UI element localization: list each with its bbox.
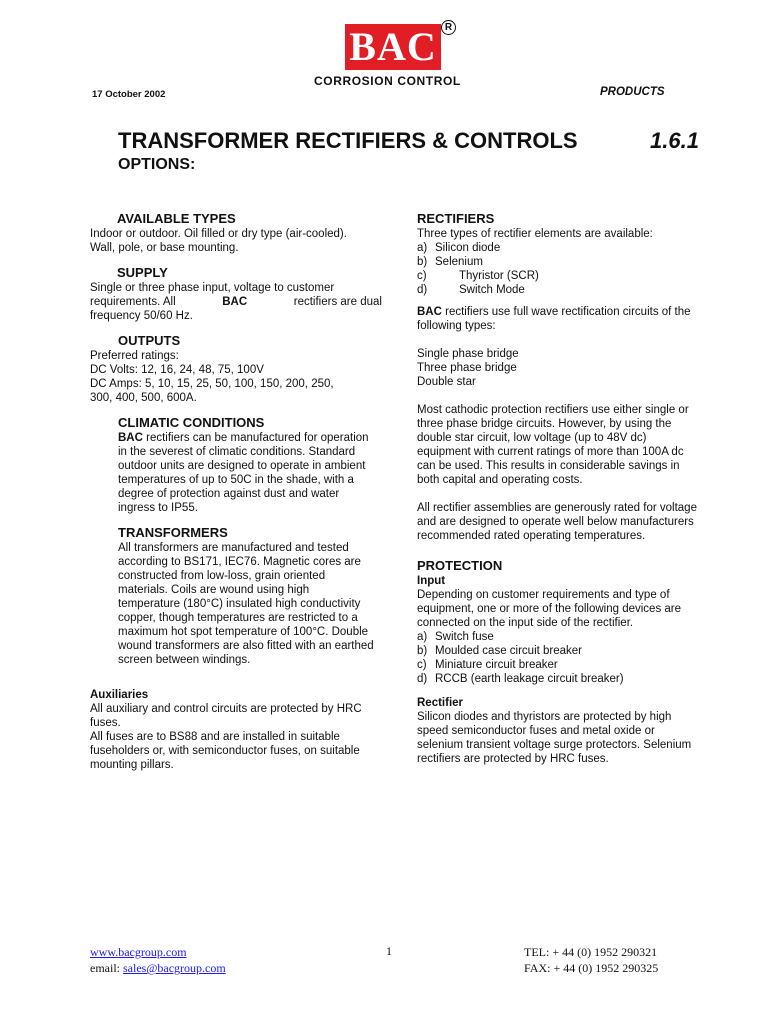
list-key: b) xyxy=(417,645,428,657)
auxiliaries-line: fuseholders or, with semiconductor fuses, on suitable xyxy=(90,745,360,757)
transformers-line: wound transformers are also fitted with an earthed xyxy=(118,640,374,652)
rectifiers-paragraph xyxy=(417,403,712,487)
paragraph-line: All rectifier assemblies are generously rated for voltage xyxy=(417,502,697,514)
paragraph-line: recommended rated operating temperatures. xyxy=(417,530,646,542)
climatic-line: ingress to IP55. xyxy=(118,502,198,514)
rectifier-line: rectifiers are protected by HRC fuses. xyxy=(417,753,609,765)
supply-line: Single or three phase input, voltage to customer xyxy=(90,282,335,294)
transformers-heading: TRANSFORMERS xyxy=(118,525,228,540)
list-key: c) xyxy=(417,659,427,671)
page-subtitle: OPTIONS: xyxy=(118,156,196,173)
climatic-line: degree of protection against dust and water xyxy=(118,488,340,500)
outputs-line: 300, 400, 500, 600A. xyxy=(90,392,197,404)
list-item xyxy=(417,630,712,644)
list-key: b) xyxy=(417,256,428,268)
auxiliaries-line: fuses. xyxy=(90,717,121,729)
climatic-heading: CLIMATIC CONDITIONS xyxy=(118,415,265,430)
protection-heading: PROTECTION xyxy=(417,558,503,573)
climatic-line xyxy=(118,431,382,445)
paragraph-line: Most cathodic protection rectifiers use either single or xyxy=(417,404,689,416)
supply-heading: SUPPLY xyxy=(117,265,168,280)
list-text: Switch Mode xyxy=(459,284,525,296)
list-item xyxy=(417,269,712,283)
supply-line xyxy=(90,295,382,309)
supply-text: rectifiers are dual xyxy=(293,296,382,308)
climatic-line: temperatures of up to 50C in the shade, with a xyxy=(118,474,354,486)
list-item xyxy=(417,672,712,686)
list-item xyxy=(417,644,712,658)
section-label: PRODUCTS xyxy=(600,86,665,98)
logo-tagline: CORROSION CONTROL xyxy=(314,74,461,88)
transformers-line: materials. Coils are wound using high xyxy=(118,584,310,596)
paragraph-line: can be used. This results in considerable savings in xyxy=(417,460,680,472)
bac-logo: BAC xyxy=(345,24,441,70)
list-key: a) xyxy=(417,242,428,254)
footer-right xyxy=(524,944,658,976)
transformers-line: All transformers are manufactured and tested xyxy=(118,542,349,554)
website-link[interactable]: www.bacgroup.com xyxy=(90,945,187,959)
rectifiers-paragraph xyxy=(417,501,712,543)
climatic-line: in the severest of climatic conditions. Standard xyxy=(118,446,356,458)
list-text: Selenium xyxy=(435,256,483,268)
footer-left xyxy=(90,944,226,976)
document-date: 17 October 2002 xyxy=(92,89,166,100)
list-item xyxy=(417,241,712,255)
fax: FAX: + 44 (0) 1952 290325 xyxy=(524,961,659,975)
bac-brand: BAC xyxy=(417,306,442,318)
available-types-heading: AVAILABLE TYPES xyxy=(117,211,236,226)
available-types-line: Wall, pole, or base mounting. xyxy=(90,242,239,254)
input-subheading: Input xyxy=(417,575,446,587)
telephone: TEL: + 44 (0) 1952 290321 xyxy=(524,945,658,959)
transformers-line: constructed from low-loss, grain oriented xyxy=(118,570,326,582)
list-item xyxy=(417,658,712,672)
auxiliaries-line: mounting pillars. xyxy=(90,759,174,771)
paragraph-line: equipment with current ratings of more than 100A dc xyxy=(417,446,684,458)
list-item xyxy=(417,283,712,297)
registered-trademark-icon: R xyxy=(441,20,456,35)
rectifiers-heading: RECTIFIERS xyxy=(417,211,495,226)
rectifier-line: Silicon diodes and thyristors are protected by high xyxy=(417,711,672,723)
paragraph-line: both capital and operating costs. xyxy=(417,474,583,486)
input-line: Depending on customer requirements and type of xyxy=(417,589,670,601)
outputs-heading: OUTPUTS xyxy=(118,333,181,348)
email-link[interactable]: sales@bacgroup.com xyxy=(123,961,226,975)
transformers-line: according to BS171, IEC76. Magnetic cores are xyxy=(118,556,361,568)
rectifier-line: speed semiconductor fuses and metal oxide or xyxy=(417,725,655,737)
transformers-line: maximum hot spot temperature of 100°C. Double xyxy=(118,626,369,638)
list-text: Moulded case circuit breaker xyxy=(435,645,583,657)
available-types-line: Indoor or outdoor. Oil filled or dry type (air-cooled). xyxy=(90,228,347,240)
page-number: 1 xyxy=(386,944,392,958)
supply-line: frequency 50/60 Hz. xyxy=(90,310,193,322)
left-column xyxy=(90,211,382,772)
list-text: Switch fuse xyxy=(435,631,494,643)
list-text: Silicon diode xyxy=(435,242,501,254)
list-text: Miniature circuit breaker xyxy=(435,659,558,671)
page-title: TRANSFORMER RECTIFIERS & CONTROLS xyxy=(118,128,578,153)
paragraph-line: three phase bridge circuits. However, by using the xyxy=(417,418,672,430)
input-line: equipment, one or more of the following devices are xyxy=(417,603,682,615)
rectifiers-text: rectifiers use full wave rectification circuits of the xyxy=(441,306,691,318)
list-text: RCCB (earth leakage circuit breaker) xyxy=(435,673,624,685)
paragraph-line: double star circuit, low voltage (up to 48V dc) xyxy=(417,432,647,444)
input-line: connected on the input side of the rectifier. xyxy=(417,617,634,629)
list-key: d) xyxy=(417,284,428,296)
email-label: email: xyxy=(90,961,123,975)
transformers-body xyxy=(118,541,382,667)
climatic-text: rectifiers can be manufactured for operation xyxy=(142,432,369,444)
section-number: 1.6.1 xyxy=(650,128,699,153)
transformers-line: temperature (180°C) insulated high conductivity xyxy=(118,598,361,610)
transformers-line: copper, though temperatures are restricted to a xyxy=(118,612,358,624)
circuit-types xyxy=(417,347,712,389)
list-key: a) xyxy=(417,631,428,643)
outputs-line: DC Volts: 12, 16, 24, 48, 75, 100V xyxy=(90,364,264,376)
rectifiers-intro: Three types of rectifier elements are available: xyxy=(417,228,653,240)
rectifiers-paragraph-line: following types: xyxy=(417,320,496,332)
outputs-line: DC Amps: 5, 10, 15, 25, 50, 100, 150, 200, 250, xyxy=(90,378,334,390)
transformers-line: screen between windings. xyxy=(118,654,251,666)
bac-brand: BAC xyxy=(118,432,143,444)
rectifier-subheading: Rectifier xyxy=(417,697,464,709)
list-item xyxy=(417,255,712,269)
climatic-line: outdoor units are designed to operate in ambient xyxy=(118,460,366,472)
list-text: Thyristor (SCR) xyxy=(459,270,539,282)
paragraph-line: and are designed to operate well below manufacturers xyxy=(417,516,694,528)
auxiliaries-heading: Auxiliaries xyxy=(90,689,149,701)
circuit-type: Single phase bridge xyxy=(417,348,519,360)
circuit-type: Three phase bridge xyxy=(417,362,517,374)
rectifier-line: selenium transient voltage surge protectors. Selenium xyxy=(417,739,692,751)
circuit-type: Double star xyxy=(417,376,476,388)
outputs-line: Preferred ratings: xyxy=(90,350,179,362)
list-key: c) xyxy=(417,270,427,282)
auxiliaries-line: All auxiliary and control circuits are protected by HRC xyxy=(90,703,362,715)
supply-text: requirements. All xyxy=(90,296,176,308)
bac-brand: BAC xyxy=(222,296,248,308)
auxiliaries-line: All fuses are to BS88 and are installed in suitable xyxy=(90,731,340,743)
right-column xyxy=(417,211,712,766)
rectifiers-paragraph xyxy=(417,305,712,319)
list-key: d) xyxy=(417,673,428,685)
